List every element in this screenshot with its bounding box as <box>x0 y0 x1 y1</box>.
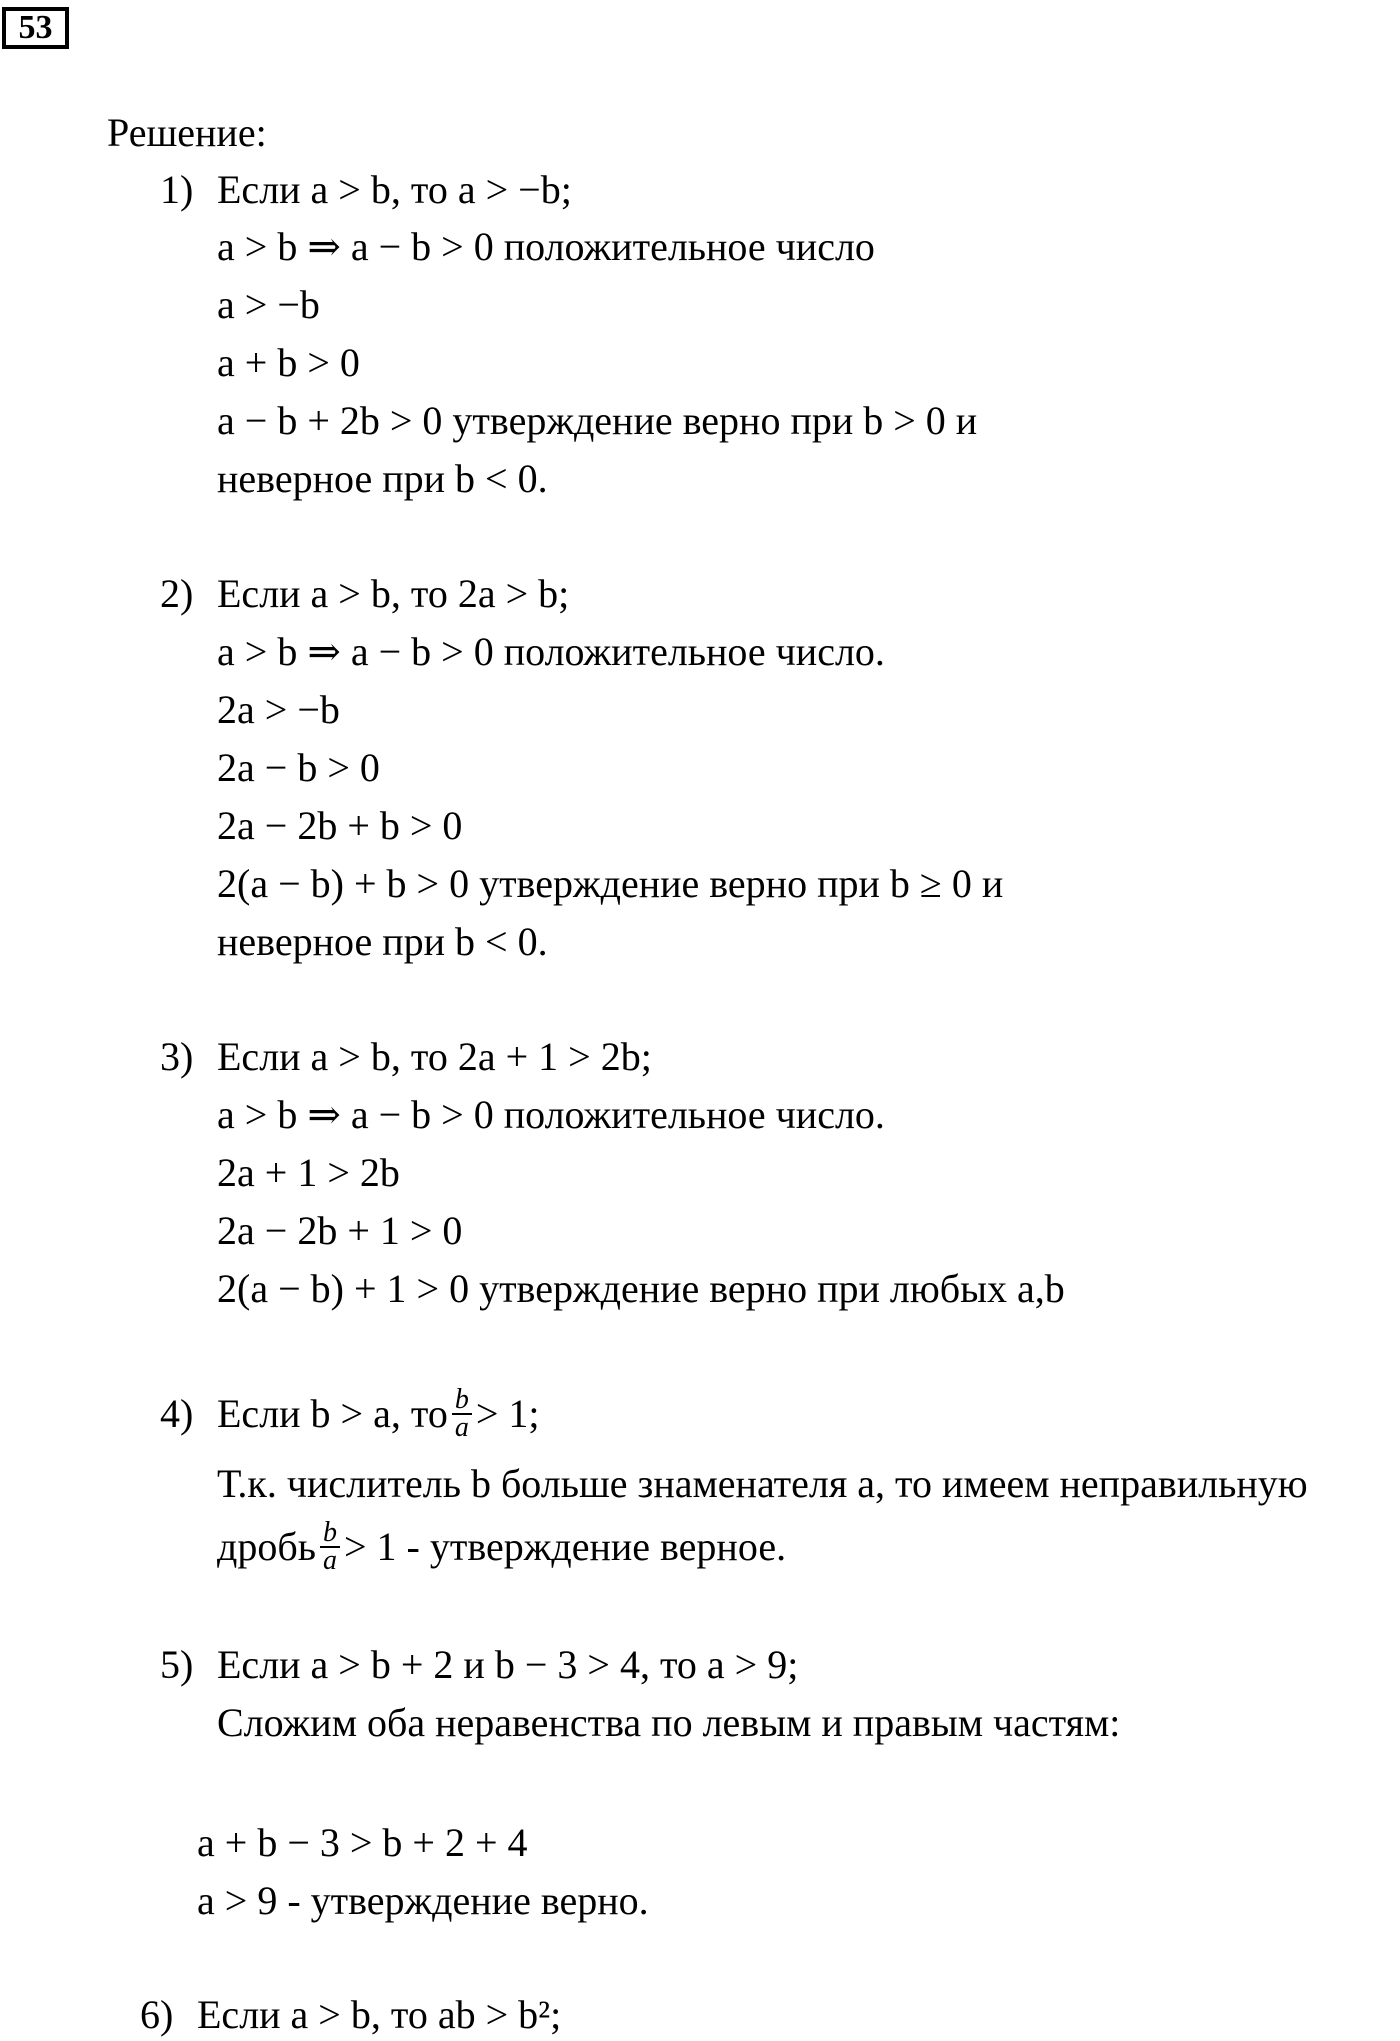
item-2-line-2: a > b ⇒ a − b > 0 положительное число. <box>217 629 885 674</box>
item-3-line-3: 2a + 1 > 2b <box>217 1150 400 1195</box>
item-1-line-4: a + b > 0 <box>217 340 360 385</box>
item-2-line-3: 2a > −b <box>217 687 340 732</box>
item-6-line-1: Если a > b, то ab > b²; <box>197 1992 562 2037</box>
item-2-line-7: неверное при b < 0. <box>217 919 548 964</box>
item-6-label: 6) <box>140 1992 174 2037</box>
item-2-line-1: Если a > b, то 2a > b; <box>217 571 570 616</box>
item-2-label: 2) <box>160 571 194 616</box>
item-1-label: 1) <box>160 167 194 212</box>
item-1-line-5: a − b + 2b > 0 утверждение верно при b > 0 и <box>217 398 978 443</box>
item-1-line-6: неверное при b < 0. <box>217 456 548 501</box>
item-4-line-3 <box>217 1517 787 1578</box>
item-3-line-2: a > b ⇒ a − b > 0 положительное число. <box>217 1092 885 1137</box>
fraction-numerator: b <box>320 1520 340 1548</box>
item-5-line-1: Если a > b + 2 и b − 3 > 4, то a > 9; <box>217 1642 799 1687</box>
item-5-line-2: Сложим оба неравенства по левым и правым частям: <box>217 1700 1121 1745</box>
item-5-label: 5) <box>160 1642 194 1687</box>
problem-number: 53 <box>2 7 69 49</box>
item-4-line-1-tail: > 1; <box>475 1391 540 1437</box>
item-4-label: 4) <box>160 1391 194 1436</box>
item-2-line-6: 2(a − b) + b > 0 утверждение верно при b ≥ 0 и <box>217 861 1004 906</box>
fraction-denominator: a <box>454 1412 469 1443</box>
item-5-result-1: a + b − 3 > b + 2 + 4 <box>197 1820 528 1865</box>
item-4-line-3-tail: > 1 - утверждение верное. <box>343 1524 787 1570</box>
fraction-b-over-a-2 <box>320 1517 340 1576</box>
item-3-line-5: 2(a − b) + 1 > 0 утверждение верно при любых a,b <box>217 1266 1065 1311</box>
fraction-denominator: a <box>322 1545 337 1576</box>
solution-heading: Решение: <box>107 110 267 155</box>
item-2-line-5: 2a − 2b + b > 0 <box>217 803 463 848</box>
item-2-line-4: 2a − b > 0 <box>217 745 380 790</box>
item-4-line-1 <box>217 1384 540 1445</box>
item-4-line-3-text: дробь <box>217 1524 316 1570</box>
fraction-numerator: b <box>452 1387 472 1415</box>
item-4-line-2: Т.к. числитель b больше знаменателя a, то имеем неправильную <box>217 1461 1308 1506</box>
item-3-label: 3) <box>160 1034 194 1079</box>
item-4-line-1-text: Если b > a, то <box>217 1391 448 1437</box>
item-5-result-2: a > 9 - утверждение верно. <box>197 1878 649 1923</box>
item-3-line-4: 2a − 2b + 1 > 0 <box>217 1208 463 1253</box>
item-1-line-1: Если a > b, то a > −b; <box>217 167 572 212</box>
item-3-line-1: Если a > b, то 2a + 1 > 2b; <box>217 1034 652 1079</box>
fraction-b-over-a <box>452 1384 472 1443</box>
item-1-line-3: a > −b <box>217 282 320 327</box>
item-1-line-2: a > b ⇒ a − b > 0 положительное число <box>217 224 875 269</box>
